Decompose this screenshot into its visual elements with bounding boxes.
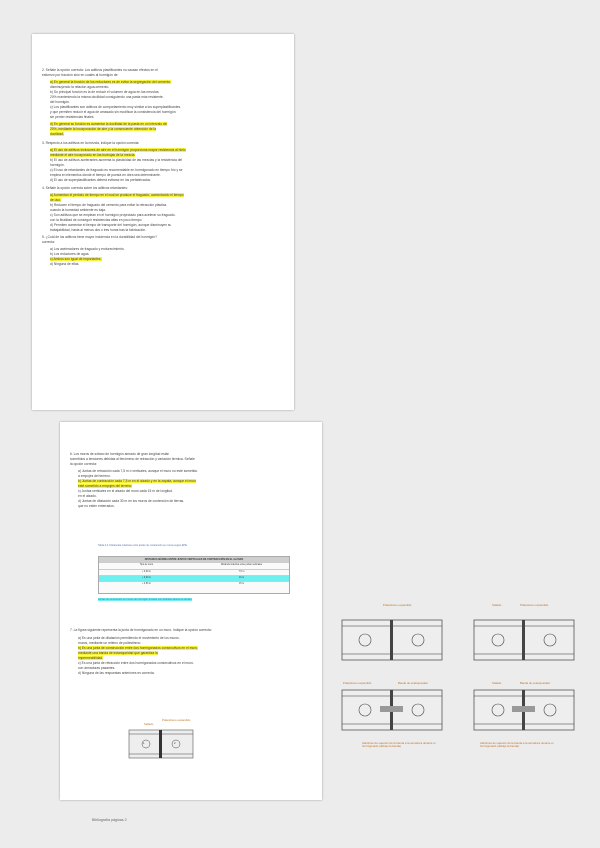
text-line (50, 198, 61, 203)
highlighted-text: d) En general su función es aumentar la docilidad de la pasta en un intervalo del (50, 122, 168, 126)
text-line: 4. Señale la opción correcta sobre los aditivos retardantes: (42, 186, 128, 190)
text-line: que no estén enterrados. (78, 504, 115, 508)
table-title: DISTANCIA MÁXIMA ENTRE JUNTAS VERTICALES DE CONTRACCIÓN EN EL ALZADO (99, 557, 289, 562)
text-line: d) Ninguna de las respuestas anteriores es correcta. (78, 671, 155, 675)
text-line: del hormigón. (50, 100, 70, 104)
text-line: la opción correcta: (70, 462, 97, 466)
table-cell: 15 m (238, 583, 245, 585)
text-line: c) Es una junta de retracción entre dos hormigonados consecutivos en el muro. (78, 661, 194, 665)
small-circle-1: 1 (143, 741, 145, 745)
label-top-left: Poliestireno expandido (383, 603, 412, 607)
text-line (78, 646, 198, 651)
text-line (50, 122, 167, 127)
text-line: en el alzado. (78, 494, 97, 498)
small-circle-2: 2 (174, 741, 176, 745)
text-line: d) Juntas de dilatación cada 30 m en los muros de contención de tierras. (78, 499, 185, 503)
text-line: emplea en elementos donde el tiempo de puesta en obra sea determinante. (50, 173, 161, 177)
text-line (50, 127, 156, 132)
text-line: muros, mediante un relleno de poliestireno. (78, 641, 142, 645)
label-top-right-b: Poliestireno expandido (520, 603, 549, 607)
text-line: cuando la humedad ambiente es baja. (50, 208, 106, 212)
document-page-2 (60, 422, 322, 800)
table-cell: ≤ 3,00 m (142, 577, 151, 579)
label-bottom-mid: Banda de estanqueidad (398, 681, 428, 685)
text-line (50, 153, 135, 158)
highlighted-text: impermeabilidad. (78, 656, 104, 660)
text-line: c) Son aditivos que se emplean en el hormigón proyectado para acelerar su fraguado. (50, 213, 176, 217)
highlighted-text: b) Es una junta de construcción entre dos hormigonados consecutivos en el muro, (78, 646, 199, 650)
text-line: a) Los aceleradores de fraguado y endurecimiento. (50, 247, 125, 251)
note-left: Alambres de sujeción de la banda a la armadura durante el hormigonado (debajo la banda) (362, 741, 436, 749)
highlighted-text: de uso. (50, 198, 61, 202)
diagram-top-left (342, 620, 442, 660)
small-label-sellado: Sellado (144, 722, 154, 726)
text-line: sometidos a tensiones debidas al fenómeno de retracción y variación térmica. Señale (70, 457, 195, 461)
text-line: a) Juntas de retracción cada 7,5 m ó verticales, aunque el muro no esté sometido. (78, 469, 199, 473)
text-line: con armaduras pasantes. (78, 666, 116, 670)
text-line: c) El uso de retardantes de fraguado es recomendable en hormigonado en tiempo frío y se (50, 168, 183, 172)
table-caption-top: Tabla 4.2. Distancias máximas entre juntas de contracción en muros según EHE. (98, 544, 188, 547)
text-line: b) El uso de aditivos acelerantes aumenta la plasticidad de las mezclas y la resistencia del (50, 158, 183, 162)
highlighted-text: a) El uso de aditivos inclusores de aire en el hormigón proporciona mayor resistencia al hielo (50, 148, 186, 152)
text-line: c) Juntas verticales en el alzado del muro cada 15 m de longitud. (78, 489, 173, 493)
text-line (50, 257, 102, 262)
diagram-top-right (474, 620, 574, 660)
text-line: d) Permiten aumentar el tiempo de transporte del hormigón, aunque disminuyen su (50, 223, 172, 227)
text-line (78, 651, 158, 656)
text-line: b) Los reductores de agua. (50, 252, 90, 256)
table-header-row (99, 562, 289, 568)
text-line (50, 80, 171, 85)
highlighted-text: b) Juntas de contracción cada 7,5 m en el alzado y en la zapata, aunque el muro (78, 479, 197, 483)
table-col-header: Distancia máxima entre juntas verticales (220, 564, 263, 566)
text-line: 3. Respecto a los aditivos en la mezcla, indique la opción correcta: (42, 141, 140, 145)
text-line (50, 193, 184, 198)
highlighted-text: 20%, mediante la incorporación de aire y la consecuente obtención de la (50, 127, 157, 131)
highlighted-text: docilidad. (50, 132, 64, 136)
text-line: hormigón. (50, 163, 65, 167)
text-line: a) Es una junta de dilatación permitiendo el movimiento de los muros. (78, 636, 180, 640)
text-line: d) El uso de superplastificantes deberá evitarse en los prefabricados. (50, 178, 151, 182)
table-row (99, 581, 289, 587)
table-col-header: Tipo de muro (139, 564, 154, 566)
highlighted-text: a) Aumentan el periodo de tiempo en el cual se produce el fraguado, aumentando el tiempo (50, 193, 184, 197)
table-cell: 7,5 m (238, 571, 245, 573)
text-line: d) Ninguna de ellas. (50, 262, 80, 266)
table-cell: ≤ 2,50 m (142, 583, 151, 585)
diagram-bottom-left (342, 690, 442, 730)
text-line: y que permiten reducir el agua de amasado sin modificar la consistencia del hormigón. (50, 110, 177, 114)
text-line: sin perder resistencias finales. (50, 115, 95, 119)
text-line (78, 479, 196, 484)
label-bottom-left: Poliestireno expandido (343, 681, 372, 685)
text-line: 7. La figura siguiente representa la junta de hormigonado en un muro. Indique la opción correcta: (70, 628, 212, 632)
highlighted-text: mediante el aire incorporado en las burbujas de la mezcla. (50, 153, 136, 157)
text-line: 6. Los muros de sótano de hormigón armado de gran longitud están (70, 452, 170, 456)
text-line: b) Reducen el tiempo de fraguado del cemento para evitar la retracción plástica. (50, 203, 168, 207)
note-right: Alambres de sujeción de la banda a la armadura durante el hormigonado (debajo la banda) (480, 741, 554, 749)
text-line: 20% manteniendo la misma docilidad consiguiendo una pasta más resistente. (50, 95, 164, 99)
highlighted-text: mediante una banda de estanqueidad que garantiza la (78, 651, 158, 655)
diagram-bottom-right (474, 690, 574, 730)
text-line: a empujes del terreno. (78, 474, 111, 478)
small-label-poliestireno: Poliestireno expandido (162, 718, 191, 722)
label-bottom-right-b: Banda de estanqueidad (520, 681, 550, 685)
joint-distance-table (98, 556, 290, 594)
text-line: con la finalidad de conseguir resistencias altas en poco tiempo. (50, 218, 143, 222)
page-footer: Bibliografía páginas 2 (92, 818, 127, 822)
text-line: b) Su principal función es la de reducir el volumen de agua en las mezclas. (50, 90, 160, 94)
text-line: disminuyendo la relación agua-cemento. (50, 85, 110, 89)
text-line: esfuerzo por tracción sino en cuales al hormigón de: (42, 73, 119, 77)
highlighted-text: c) Ambos son igual de importantes. (50, 257, 102, 261)
highlighted-text: esté sometido a empujes del terreno. (78, 484, 133, 488)
table-caption-bottom: Juntas de contracción en muros de hormigón armado con distintas alturas de alzado. (98, 598, 193, 601)
text-line (50, 148, 186, 153)
label-bottom-right-a: Sellado (492, 681, 502, 685)
table-cell: 10 m (238, 577, 245, 579)
document-page-1 (32, 34, 294, 410)
text-line: trabajabilidad, hasta al menos dos o tres horas tras la fabricación. (50, 228, 147, 232)
text-line (50, 132, 64, 137)
text-line: 2. Señale la opción correcta: Los aditivos plastificantes no causan efectos en el (42, 68, 158, 72)
joint-diagrams (340, 610, 580, 780)
label-top-right-a: Sellado (492, 603, 502, 607)
small-joint-diagram (128, 722, 194, 762)
highlighted-text: a) En general la función de los reductores es de evitar la segregación del cemento. (50, 80, 172, 84)
text-line: c) Los plastificantes son aditivos de comportamiento muy similar a los superplastificantes. (50, 105, 182, 109)
text-line: 5. ¿Cuál de los aditivos tiene mayor incidencia en la durabilidad del hormigón? (42, 235, 157, 239)
table-cell: ≥ 3,00 m (142, 571, 151, 573)
text-line: correcta: (42, 240, 55, 244)
text-line (78, 484, 132, 489)
text-line (78, 656, 103, 661)
